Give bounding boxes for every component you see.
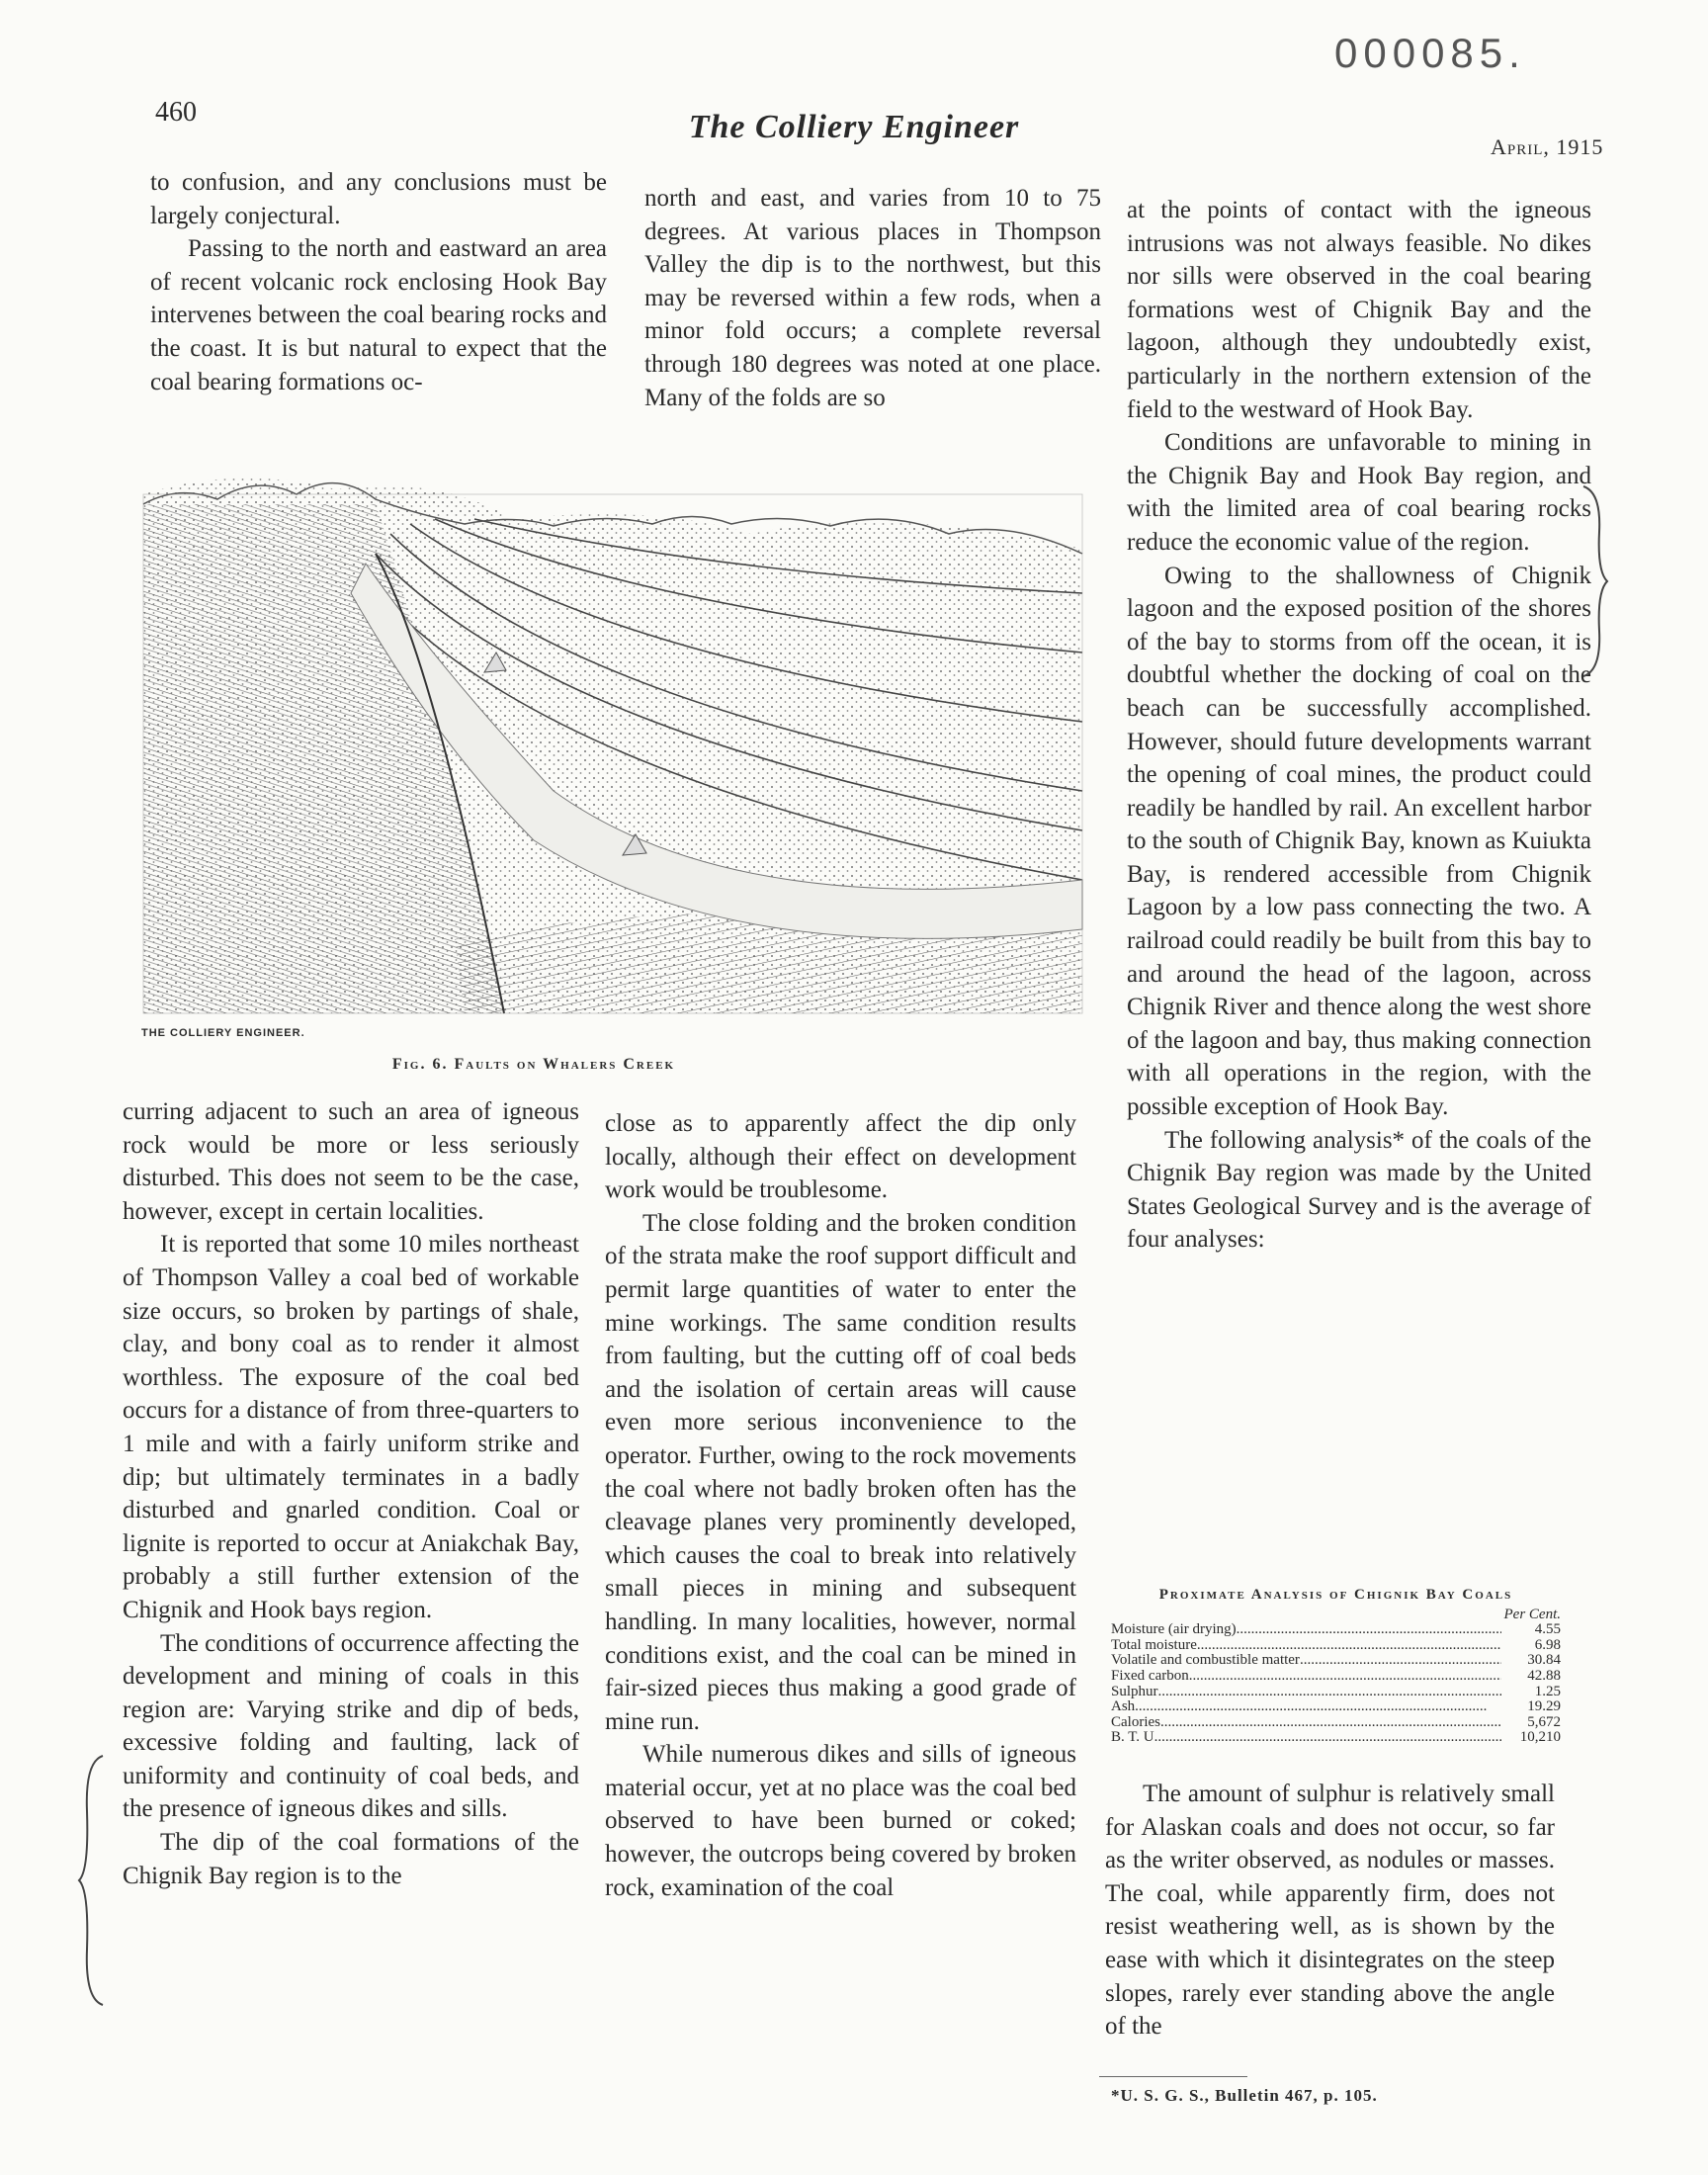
paragraph: curring adjacent to such an area of igneous rock would be more or less seriously disturbed. This does not seem to be the case, however, except in certain localities. <box>123 1098 579 1225</box>
row-value: 19.29 <box>1527 1698 1561 1715</box>
row-label: Fixed carbon <box>1111 1667 1189 1684</box>
paragraph: It is reported that some 10 miles northeast of Thompson Valley a coal bed of workable size occurs, so broken by partings of shale, clay, and bony coal as to render it almost worthless. The exposure of the coal bed occurs for a distance of from three-quarters to 1 mile and with a fairly uniform strike and dip; but ultimately terminates in a badly disturbed and gnarled condition. Coal or lignite is reported to occur at Aniakchak Bay, probably a still further extension of the Chignik and Hook bays region. <box>123 1231 579 1623</box>
paragraph: north and east, and varies from 10 to 75 degrees. At various places in Thompson Valley the dip is to the northwest, but this may be reversed within a few rods, when a minor fold occurs; a complete reversal through 180 degrees was noted at one place. Many of the folds are so <box>644 185 1101 411</box>
column-2-top <box>644 182 1101 414</box>
table-title: Proximate Analysis of Chignik Bay Coals <box>1158 1587 1513 1603</box>
paragraph: While numerous dikes and sills of igneous material occur, yet at no place was the coal bed observed to have been burned or coked; however, the outcrops being covered by broken rock, examination of the coal <box>605 1741 1076 1901</box>
fault-diagram-figure <box>138 465 1087 1048</box>
journal-masthead: The Colliery Engineer <box>688 109 1020 145</box>
column-3 <box>1127 194 1591 1257</box>
table-row <box>1111 1638 1561 1654</box>
margin-brace-left <box>77 1752 107 2009</box>
paragraph: Owing to the shallowness of Chignik lagoon and the exposed position of the shores of the bay to storms from off the ocean, it is doubtful whether the docking of coal on the beach can be successfully accomplished. However, should future developments warrant the opening of coal mines, the product could readily be handled by rail. An excellent harbor to the south of Chignik Bay, known as Kuiukta Bay, is rendered accessible from Chignik Lagoon by a low pass connecting the two. A railroad could readily be built from this bay to and around the head of the lagoon, across Chignik River and thence along the west shore of the lagoon and bay, thus making connection with all operations in the region, with the possible exception of Hook Bay. <box>1127 562 1591 1121</box>
table-row <box>1111 1699 1561 1715</box>
column-1-top <box>150 166 607 398</box>
row-value: 1.25 <box>1534 1683 1561 1699</box>
row-label: Ash <box>1111 1698 1136 1715</box>
paragraph: at the points of contact with the igneous intrusions was not always feasible. No dikes nor sills were observed in the coal bearing formations west of Chignik Bay and the lagoon, although they undoubtedly exist, particularly in the northern extension of the field to the westward of Hook Bay. <box>1127 197 1591 423</box>
column-1-bottom <box>123 1095 579 1892</box>
table-row <box>1111 1685 1561 1700</box>
paragraph: Conditions are unfavorable to mining in the Chignik Bay and Hook Bay region, and with the limited area of coal bearing rocks reduce the economic value of the region. <box>1127 429 1591 556</box>
paragraph: close as to apparently affect the dip only locally, although their effect on development work would be troublesome. <box>605 1110 1076 1204</box>
table-row <box>1111 1622 1561 1638</box>
proximate-analysis-table <box>1111 1588 1561 1746</box>
column-2-bottom <box>605 1107 1076 1904</box>
row-label: Volatile and combustible matter <box>1111 1652 1300 1669</box>
figure-caption: Fig. 6. Faults on Whalers Creek <box>391 1056 676 1073</box>
column-3-continued <box>1105 1778 1555 2044</box>
row-label: Moisture (air drying) <box>1111 1621 1237 1638</box>
table-row <box>1111 1653 1561 1669</box>
figure-credit: THE COLLIERY ENGINEER. <box>141 1027 305 1039</box>
row-value: 30.84 <box>1527 1652 1561 1669</box>
row-value: 6.98 <box>1534 1636 1561 1653</box>
row-label: Sulphur <box>1111 1683 1158 1699</box>
row-value: 5,672 <box>1527 1713 1561 1730</box>
paragraph: The dip of the coal formations of the Chignik Bay region is to the <box>123 1829 579 1889</box>
margin-brace-right <box>1580 482 1609 680</box>
table-row <box>1111 1669 1561 1685</box>
footnote: *U. S. G. S., Bulletin 467, p. 105. <box>1111 2086 1378 2105</box>
table-row <box>1111 1715 1561 1731</box>
row-label: Total moisture <box>1111 1636 1197 1653</box>
row-label: Calories <box>1111 1713 1160 1730</box>
issue-date: April, 1915 <box>1491 134 1604 159</box>
paragraph: The conditions of occurrence affecting the development and mining of coals in this region are: Varying strike and dip of beds, excessive folding and faulting, lack of uniformity and continuity of coal beds, and the presence of igneous dikes and sills. <box>123 1629 579 1823</box>
paragraph: The amount of sulphur is relatively small for Alaskan coals and does not occur, so far as the writer observed, as nodules or masses. The coal, while apparently firm, does not resist weathering well, as is shown by the ease with which it disintegrates on the steep slopes, rarely ever standing above the angle of the <box>1105 1781 1555 2041</box>
footnote-rule <box>1099 2076 1247 2077</box>
paragraph: The following analysis* of the coals of the Chignik Bay region was made by the United States Geological Survey and is the average of four analyses: <box>1127 1126 1591 1254</box>
row-value: 42.88 <box>1527 1667 1561 1684</box>
page-number: 460 <box>155 97 197 128</box>
table-unit-header: Per Cent. <box>1503 1606 1561 1622</box>
row-value: 10,210 <box>1519 1729 1561 1746</box>
paragraph: Passing to the north and eastward an area of recent volcanic rock enclosing Hook Bay intervenes between the coal bearing rocks and the coast. It is but natural to expect that the coal bearing formations oc- <box>150 235 607 395</box>
paragraph: to confusion, and any conclusions must be largely conjectural. <box>150 169 607 229</box>
row-value: 4.55 <box>1534 1621 1561 1638</box>
table-row <box>1111 1730 1561 1746</box>
row-label: B. T. U. <box>1111 1729 1158 1746</box>
paragraph: The close folding and the broken condition of the strata make the roof support difficult and permit large quantities of water to enter the mine workings. The same condition results from faulting, but the cutting off of coal beds and the isolation of certain areas will cause even more serious inconvenience to the operator. Further, owing to the rock movements the coal where not badly broken often has the cleavage planes very prominently developed, which causes the coal to break into relatively small pieces in mining and subsequent handling. In many localities, however, normal conditions exist, and the coal can be mined in fair-sized pieces thus making a good grade of mine run. <box>605 1209 1076 1735</box>
document-stamp-number: 000085. <box>1334 30 1526 76</box>
